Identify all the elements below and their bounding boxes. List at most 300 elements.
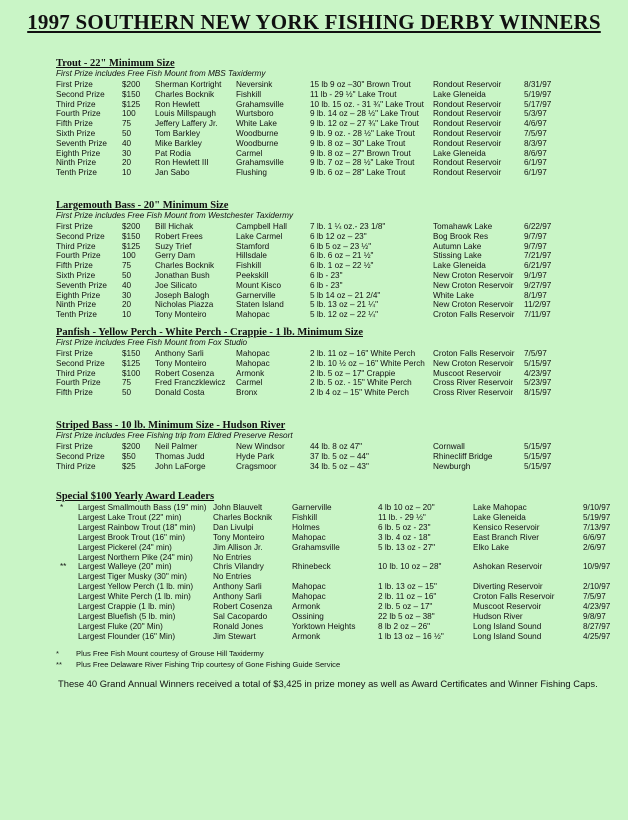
table-row xyxy=(0,452,628,462)
footnote-text: Plus Free Delaware River Fishing Trip courtesy of Gone Fishing Guide Service xyxy=(76,660,341,669)
catch-date: 10/9/97 xyxy=(583,562,611,572)
fish-catch: 1 lb. 13 oz – 15" xyxy=(378,582,437,592)
table-row xyxy=(0,442,628,452)
winner-name: Sal Cacopardo xyxy=(213,611,268,621)
catch-location: Stissing Lake xyxy=(433,251,482,261)
catch-date: 2/6/97 xyxy=(583,542,606,552)
prize-rank: Eighth Prize xyxy=(56,290,101,300)
footnote xyxy=(56,660,340,669)
prize-rank: Third Prize xyxy=(56,461,96,471)
catch-date: 5/19/97 xyxy=(583,512,611,522)
table-row xyxy=(0,533,628,543)
table-row xyxy=(0,242,628,252)
award-category: Largest Rainbow Trout (18" min) xyxy=(78,522,196,532)
catch-location: White Lake xyxy=(433,290,474,300)
table-row xyxy=(0,149,628,159)
catch-date: 8/1/97 xyxy=(524,290,547,300)
catch-location: Autumn Lake xyxy=(433,241,482,251)
award-mark: * xyxy=(60,503,64,512)
catch-location: Rondout Reservoir xyxy=(433,138,502,148)
catch-location: Muscoot Reservoir xyxy=(473,602,542,611)
hometown: Woodburne xyxy=(236,129,279,138)
fish-catch: 2 lb 4 oz – 15" White Perch xyxy=(310,388,409,398)
fish-catch: 2 lb. 5 oz – 17" xyxy=(378,602,433,611)
winner-name: Tony Monteiro xyxy=(155,310,207,320)
table-row xyxy=(0,100,628,110)
hometown: Fishkill xyxy=(236,89,262,99)
prize-rank: Fifth Prize xyxy=(56,388,93,398)
prize-rank: Ninth Prize xyxy=(56,300,97,310)
hometown: Wurtsboro xyxy=(236,109,274,119)
catch-location: Croton Falls Reservoir xyxy=(433,349,515,358)
hometown: Armonk xyxy=(292,602,321,611)
catch-date: 5/23/97 xyxy=(524,378,552,388)
prize-amount: 20 xyxy=(122,300,132,310)
catch-date: 7/21/97 xyxy=(524,251,552,261)
hometown: Cragsmoor xyxy=(236,461,277,471)
prize-rank: First Prize xyxy=(56,442,93,451)
catch-date: 9/7/97 xyxy=(524,231,547,241)
catch-location: Lake Gleneida xyxy=(433,261,486,271)
catch-location: Lake Gleneida xyxy=(433,89,486,99)
winner-name: Dan Livulpi xyxy=(213,522,254,532)
hometown: Mahopac xyxy=(292,532,326,542)
prize-amount: $150 xyxy=(122,231,141,241)
table-row xyxy=(0,562,628,572)
award-category: Largest Flounder (16" Min) xyxy=(78,631,176,641)
winner-name: Anthony Sarli xyxy=(213,582,262,592)
award-category: Largest Bluefish (5 lb. min) xyxy=(78,611,176,621)
catch-date: 7/5/97 xyxy=(583,592,606,602)
catch-location: Croton Falls Reservoir xyxy=(433,310,515,320)
prize-amount: 40 xyxy=(122,138,132,148)
award-category: Largest Lake Trout (22" min) xyxy=(78,512,182,522)
catch-location: Hudson River xyxy=(473,611,523,621)
prize-amount: 75 xyxy=(122,119,132,129)
hometown: Armonk xyxy=(292,631,321,641)
largemouth-bass-section-title: Largemouth Bass - 20" Minimum Size xyxy=(56,200,229,211)
winner-name: Joe Silicato xyxy=(155,280,197,290)
hometown: Neversink xyxy=(236,80,273,89)
hometown: Mahopac xyxy=(236,349,270,358)
catch-location: Lake Gleneida xyxy=(473,512,526,522)
fish-catch: 15 lb 9 oz –30" Brown Trout xyxy=(310,80,411,89)
catch-date: 9/8/97 xyxy=(583,611,606,621)
award-category: Largest Tiger Musky (30" min) xyxy=(78,572,187,582)
table-row xyxy=(0,632,628,642)
catch-location: Cross River Reservoir xyxy=(433,388,514,398)
winner-name: No Entries xyxy=(213,572,252,582)
catch-location: Bog Brook Res xyxy=(433,231,489,241)
prize-amount: 50 xyxy=(122,129,132,138)
table-row xyxy=(0,300,628,310)
table-row xyxy=(0,388,628,398)
table-row xyxy=(0,378,628,388)
catch-location: Long Island Sound xyxy=(473,621,542,631)
award-category: Largest Yellow Perch (1 lb. min) xyxy=(78,582,194,592)
winner-name: Robert Cosenza xyxy=(213,602,273,611)
winner-name: Chris Vilandry xyxy=(213,562,264,572)
winner-name: Bill Hichak xyxy=(155,222,194,231)
prize-amount: 75 xyxy=(122,261,132,271)
fish-catch: 11 lb. - 29 ½" xyxy=(378,512,426,522)
table-row xyxy=(0,261,628,271)
winner-name: Gerry Dam xyxy=(155,251,196,261)
catch-location: Rhinecliff Bridge xyxy=(433,451,493,461)
winner-name: Tony Monteiro xyxy=(213,532,265,542)
winner-name: Jim Allison Jr. xyxy=(213,542,263,552)
fish-catch: 6 lb 5 oz – 23 ½" xyxy=(310,241,372,251)
prize-rank: Sixth Prize xyxy=(56,271,96,280)
catch-date: 7/13/97 xyxy=(583,522,611,532)
prize-amount: $50 xyxy=(122,451,136,461)
fish-catch: 9 lb. 8 oz – 30" Lake Trout xyxy=(310,138,406,148)
catch-location: Lake Mahopac xyxy=(473,503,527,512)
catch-location: Cornwall xyxy=(433,442,465,451)
table-row xyxy=(0,602,628,612)
winner-name: Fred Franczklewicz xyxy=(155,378,226,388)
fish-catch: 5 lb. 13 oz - 27" xyxy=(378,542,436,552)
table-row xyxy=(0,271,628,281)
striped-bass-prize-note: First Prize includes Free Fishing trip from Eldred Preserve Resort xyxy=(56,431,293,440)
fish-catch: 9 lb. 7 oz – 28 ½" Lake Trout xyxy=(310,158,415,168)
hometown: Grahamsville xyxy=(292,542,340,552)
catch-date: 5/3/97 xyxy=(524,109,547,119)
table-row xyxy=(0,349,628,359)
prize-amount: $150 xyxy=(122,89,141,99)
hometown: Flushing xyxy=(236,168,267,178)
catch-location: Newburgh xyxy=(433,461,471,471)
catch-date: 9/27/97 xyxy=(524,280,552,290)
prize-rank: First Prize xyxy=(56,222,93,231)
catch-date: 8/31/97 xyxy=(524,80,552,89)
table-row xyxy=(0,592,628,602)
table-row xyxy=(0,80,628,90)
catch-location: East Branch River xyxy=(473,532,539,542)
winner-name: Jim Stewart xyxy=(213,631,256,641)
catch-date: 4/25/97 xyxy=(583,631,611,641)
catch-location: Rondout Reservoir xyxy=(433,109,502,119)
winner-name: Anthony Sarli xyxy=(155,349,204,358)
prize-amount: 100 xyxy=(122,109,136,119)
fish-catch: 8 lb 2 oz – 26" xyxy=(378,621,431,631)
prize-amount: $200 xyxy=(122,80,141,89)
table-row xyxy=(0,572,628,582)
catch-location: Croton Falls Reservoir xyxy=(473,592,555,602)
table-row xyxy=(0,222,628,232)
panfish-section-title: Panfish - Yellow Perch - White Perch - Crappie - 1 lb. Minimum Size xyxy=(56,327,364,338)
award-category: Largest Pickerel (24" min) xyxy=(78,542,172,552)
footnote-mark: * xyxy=(56,649,59,658)
prize-rank: Tenth Prize xyxy=(56,310,97,320)
prize-amount: $125 xyxy=(122,358,141,368)
winner-name: No Entries xyxy=(213,552,252,562)
catch-location: New Croton Reservoir xyxy=(433,300,514,310)
footnote-text: Plus Free Fish Mount courtesy of Grouse Hill Taxidermy xyxy=(76,649,264,658)
winner-name: Neil Palmer xyxy=(155,442,198,451)
catch-date: 6/21/97 xyxy=(524,261,552,271)
award-category: Largest White Perch (1 lb. min) xyxy=(78,592,191,602)
fish-catch: 22 lb 5 oz – 38" xyxy=(378,611,435,621)
prize-rank: Third Prize xyxy=(56,241,96,251)
fish-catch: 34 lb. 5 oz – 43" xyxy=(310,461,369,471)
hometown: Lake Carmel xyxy=(236,231,283,241)
fish-catch: 5 lb. 13 oz – 21 ¼" xyxy=(310,300,378,310)
winner-name: Sherman Kortright xyxy=(155,80,222,89)
hometown: Hillsdale xyxy=(236,251,267,261)
hometown: Peekskill xyxy=(236,271,269,280)
catch-location: New Croton Reservoir xyxy=(433,271,514,280)
catch-date: 11/2/97 xyxy=(524,300,551,310)
hometown: Ossining xyxy=(292,611,324,621)
table-row xyxy=(0,369,628,379)
prize-amount: 20 xyxy=(122,158,132,168)
hometown: Rhinebeck xyxy=(292,562,331,572)
winner-name: John LaForge xyxy=(155,461,206,471)
winner-name: Donald Costa xyxy=(155,388,205,398)
winner-name: Tony Monteiro xyxy=(155,358,207,368)
catch-location: New Croton Reservoir xyxy=(433,280,514,290)
fish-catch: 5 lb 14 oz – 21 2/4" xyxy=(310,290,381,300)
summary-text: These 40 Grand Annual Winners received a total of $3,425 in prize money as well as Award Certificates and Winner Fishing Caps. xyxy=(58,678,598,689)
trout-prize-note: First Prize includes Free Fish Mount from MBS Taxidermy xyxy=(56,69,266,78)
award-category: Largest Walleye (20" min) xyxy=(78,562,172,572)
award-category: Largest Brook Trout (16" min) xyxy=(78,532,186,542)
catch-location: Elko Lake xyxy=(473,542,509,552)
hometown: Mahopac xyxy=(236,310,270,320)
fish-catch: 9 lb. 12 oz – 27 ¾" Lake Trout xyxy=(310,119,419,129)
fish-catch: 9 lb. 8 oz – 27" Brown Trout xyxy=(310,148,411,158)
catch-date: 5/15/97 xyxy=(524,442,552,451)
prize-amount: 30 xyxy=(122,148,132,158)
prize-amount: $125 xyxy=(122,99,141,109)
hometown: Yorktown Heights xyxy=(292,621,356,631)
fish-catch: 6 lb - 23" xyxy=(310,271,343,280)
fish-catch: 10 lb. 15 oz. - 31 ¾" Lake Trout xyxy=(310,99,424,109)
fish-catch: 6 lb - 23" xyxy=(310,280,343,290)
fish-catch: 2 lb. 10 ½ oz – 16" White Perch xyxy=(310,358,425,368)
winner-name: Louis Millspaugh xyxy=(155,109,216,119)
footnote-mark: ** xyxy=(56,660,62,669)
fish-catch: 9 lb. 6 oz – 28" Lake Trout xyxy=(310,168,406,178)
fish-catch: 6 lb 12 oz – 23" xyxy=(310,231,367,241)
winner-name: Mike Barkley xyxy=(155,138,202,148)
hometown: Garnerville xyxy=(292,503,332,512)
hometown: Mahopac xyxy=(292,592,326,602)
table-row xyxy=(0,251,628,261)
fish-catch: 9 lb. 9 oz. - 28 ½" Lake Trout xyxy=(310,129,415,138)
winner-name: Charles Bocknik xyxy=(155,89,215,99)
prize-amount: $200 xyxy=(122,442,141,451)
winner-name: Anthony Sarli xyxy=(213,592,262,602)
hometown: White Lake xyxy=(236,119,277,129)
catch-date: 6/1/97 xyxy=(524,168,547,178)
catch-location: Muscoot Reservoir xyxy=(433,368,502,378)
prize-rank: Fourth Prize xyxy=(56,251,101,261)
hometown: Armonk xyxy=(236,368,265,378)
winner-name: John Blauvelt xyxy=(213,503,263,512)
winner-name: Robert Cosenza xyxy=(155,368,215,378)
prize-rank: First Prize xyxy=(56,349,93,358)
catch-date: 5/15/97 xyxy=(524,461,552,471)
prize-rank: Sixth Prize xyxy=(56,129,96,138)
catch-date: 7/5/97 xyxy=(524,129,547,138)
catch-location: Rondout Reservoir xyxy=(433,158,502,168)
fish-catch: 3 lb. 4 oz - 18" xyxy=(378,532,431,542)
table-row xyxy=(0,612,628,622)
fish-catch: 11 lb - 29 ½" Lake Trout xyxy=(310,89,397,99)
hometown: Carmel xyxy=(236,378,263,388)
hometown: Grahamsville xyxy=(236,158,284,168)
catch-date: 7/11/97 xyxy=(524,310,551,320)
table-row xyxy=(0,139,628,149)
table-row xyxy=(0,582,628,592)
fish-catch: 6 lb. 6 oz – 21 ½" xyxy=(310,251,374,261)
table-row xyxy=(0,462,628,472)
table-row xyxy=(0,232,628,242)
hometown: Holmes xyxy=(292,522,320,532)
prize-rank: Seventh Prize xyxy=(56,280,107,290)
prize-amount: $125 xyxy=(122,241,141,251)
table-row xyxy=(0,90,628,100)
prize-rank: Ninth Prize xyxy=(56,158,97,168)
winner-name: Nicholas Piazza xyxy=(155,300,214,310)
winner-name: Joseph Balogh xyxy=(155,290,210,300)
award-category: Largest Fluke (20" Min) xyxy=(78,621,163,631)
winner-name: Jan Sabo xyxy=(155,168,190,178)
hometown: Garnerville xyxy=(236,290,276,300)
prize-amount: 50 xyxy=(122,388,132,398)
winner-name: Ronald Jones xyxy=(213,621,264,631)
hometown: Grahamsville xyxy=(236,99,284,109)
prize-amount: 75 xyxy=(122,378,132,388)
prize-rank: Fifth Prize xyxy=(56,261,93,271)
fish-catch: 7 lb. 1 ¼ oz.- 23 1/8" xyxy=(310,222,386,231)
catch-location: Rondout Reservoir xyxy=(433,119,502,129)
fish-catch: 9 lb. 14 oz – 28 ½" Lake Trout xyxy=(310,109,419,119)
fish-catch: 2 lb. 11 oz – 16" xyxy=(378,592,437,602)
hometown: Hyde Park xyxy=(236,451,275,461)
prize-rank: Tenth Prize xyxy=(56,168,97,178)
hometown: Woodburne xyxy=(236,138,279,148)
prize-amount: 10 xyxy=(122,168,132,178)
prize-amount: $100 xyxy=(122,368,141,378)
hometown: Mahopac xyxy=(236,358,270,368)
award-category: Largest Crappie (1 lb. min) xyxy=(78,602,175,611)
catch-date: 4/6/97 xyxy=(524,119,547,129)
catch-location: Lake Gleneida xyxy=(433,148,486,158)
fish-catch: 5 lb. 12 oz – 22 ¼" xyxy=(310,310,378,320)
hometown: Campbell Hall xyxy=(236,222,287,231)
fish-catch: 6 lb. 1 oz – 22 ½" xyxy=(310,261,374,271)
table-row xyxy=(0,168,628,178)
hometown: New Windsor xyxy=(236,442,285,451)
catch-date: 9/1/97 xyxy=(524,271,547,280)
catch-location: New Croton Reservoir xyxy=(433,358,514,368)
catch-date: 8/3/97 xyxy=(524,138,547,148)
winner-name: Tom Barkley xyxy=(155,129,201,138)
catch-location: Kensico Reservoir xyxy=(473,522,540,532)
fish-catch: 2 lb. 5 oz – 17" Crappie xyxy=(310,368,396,378)
winner-name: Suzy Trief xyxy=(155,241,192,251)
page-title: 1997 SOUTHERN NEW YORK FISHING DERBY WINNERS xyxy=(27,10,601,34)
trout-section-title: Trout - 22" Minimum Size xyxy=(56,58,175,69)
catch-date: 8/6/97 xyxy=(524,148,547,158)
catch-date: 9/7/97 xyxy=(524,241,547,251)
catch-date: 5/17/97 xyxy=(524,99,552,109)
fish-catch: 44 lb. 8 oz 47" xyxy=(310,442,363,451)
prize-rank: Fourth Prize xyxy=(56,109,101,119)
fish-catch: 4 lb 10 oz – 20" xyxy=(378,503,435,512)
prize-rank: Fifth Prize xyxy=(56,119,93,129)
prize-rank: Second Prize xyxy=(56,451,105,461)
catch-date: 6/22/97 xyxy=(524,222,552,231)
fish-catch: 10 lb. 10 oz – 28" xyxy=(378,562,442,572)
winner-name: Thomas Judd xyxy=(155,451,205,461)
table-row xyxy=(0,543,628,553)
catch-location: Rondout Reservoir xyxy=(433,80,502,89)
prize-amount: $200 xyxy=(122,222,141,231)
table-row xyxy=(0,622,628,632)
fish-catch: 2 lb. 5 oz. - 15" White Perch xyxy=(310,378,412,388)
winner-name: Charles Bocknik xyxy=(155,261,215,271)
hometown: Staten Island xyxy=(236,300,284,310)
catch-date: 8/27/97 xyxy=(583,621,611,631)
catch-date: 5/19/97 xyxy=(524,89,552,99)
winner-name: Robert Frees xyxy=(155,231,203,241)
prize-rank: Third Prize xyxy=(56,368,96,378)
catch-date: 5/15/97 xyxy=(524,358,552,368)
largemouth-bass-prize-note: First Prize includes Free Fish Mount from Westchester Taxidermy xyxy=(56,211,294,220)
prize-amount: $150 xyxy=(122,349,141,358)
table-row xyxy=(0,158,628,168)
prize-rank: Third Prize xyxy=(56,99,96,109)
catch-location: Long Island Sound xyxy=(473,631,542,641)
catch-date: 5/15/97 xyxy=(524,451,552,461)
fish-catch: 37 lb. 5 oz – 44" xyxy=(310,451,369,461)
table-row xyxy=(0,523,628,533)
catch-date: 9/10/97 xyxy=(583,503,611,512)
table-row xyxy=(0,513,628,523)
prize-amount: 30 xyxy=(122,290,132,300)
hometown: Mount Kisco xyxy=(236,280,282,290)
table-row xyxy=(0,281,628,291)
catch-date: 6/1/97 xyxy=(524,158,547,168)
winner-name: Pat Rodia xyxy=(155,148,191,158)
award-category: Largest Smallmouth Bass (19" min) xyxy=(78,503,207,512)
table-row xyxy=(0,553,628,563)
catch-date: 6/6/97 xyxy=(583,532,606,542)
prize-rank: Eighth Prize xyxy=(56,148,101,158)
hometown: Stamford xyxy=(236,241,270,251)
hometown: Fishkill xyxy=(236,261,262,271)
prize-rank: First Prize xyxy=(56,80,93,89)
fish-catch: 2 lb. 11 oz – 16" White Perch xyxy=(310,349,416,358)
winner-name: Ron Hewlett xyxy=(155,99,200,109)
table-row xyxy=(0,291,628,301)
prize-amount: 100 xyxy=(122,251,136,261)
table-row xyxy=(0,109,628,119)
catch-location: Rondout Reservoir xyxy=(433,168,502,178)
hometown: Fishkill xyxy=(292,512,318,522)
table-row xyxy=(0,359,628,369)
striped-bass-section-title: Striped Bass - 10 lb. Minimum Size - Hudson River xyxy=(56,420,286,431)
prize-amount: 10 xyxy=(122,310,132,320)
catch-location: Rondout Reservoir xyxy=(433,129,502,138)
catch-date: 8/15/97 xyxy=(524,388,552,398)
award-section-title: Special $100 Yearly Award Leaders xyxy=(56,491,215,502)
table-row xyxy=(0,503,628,513)
